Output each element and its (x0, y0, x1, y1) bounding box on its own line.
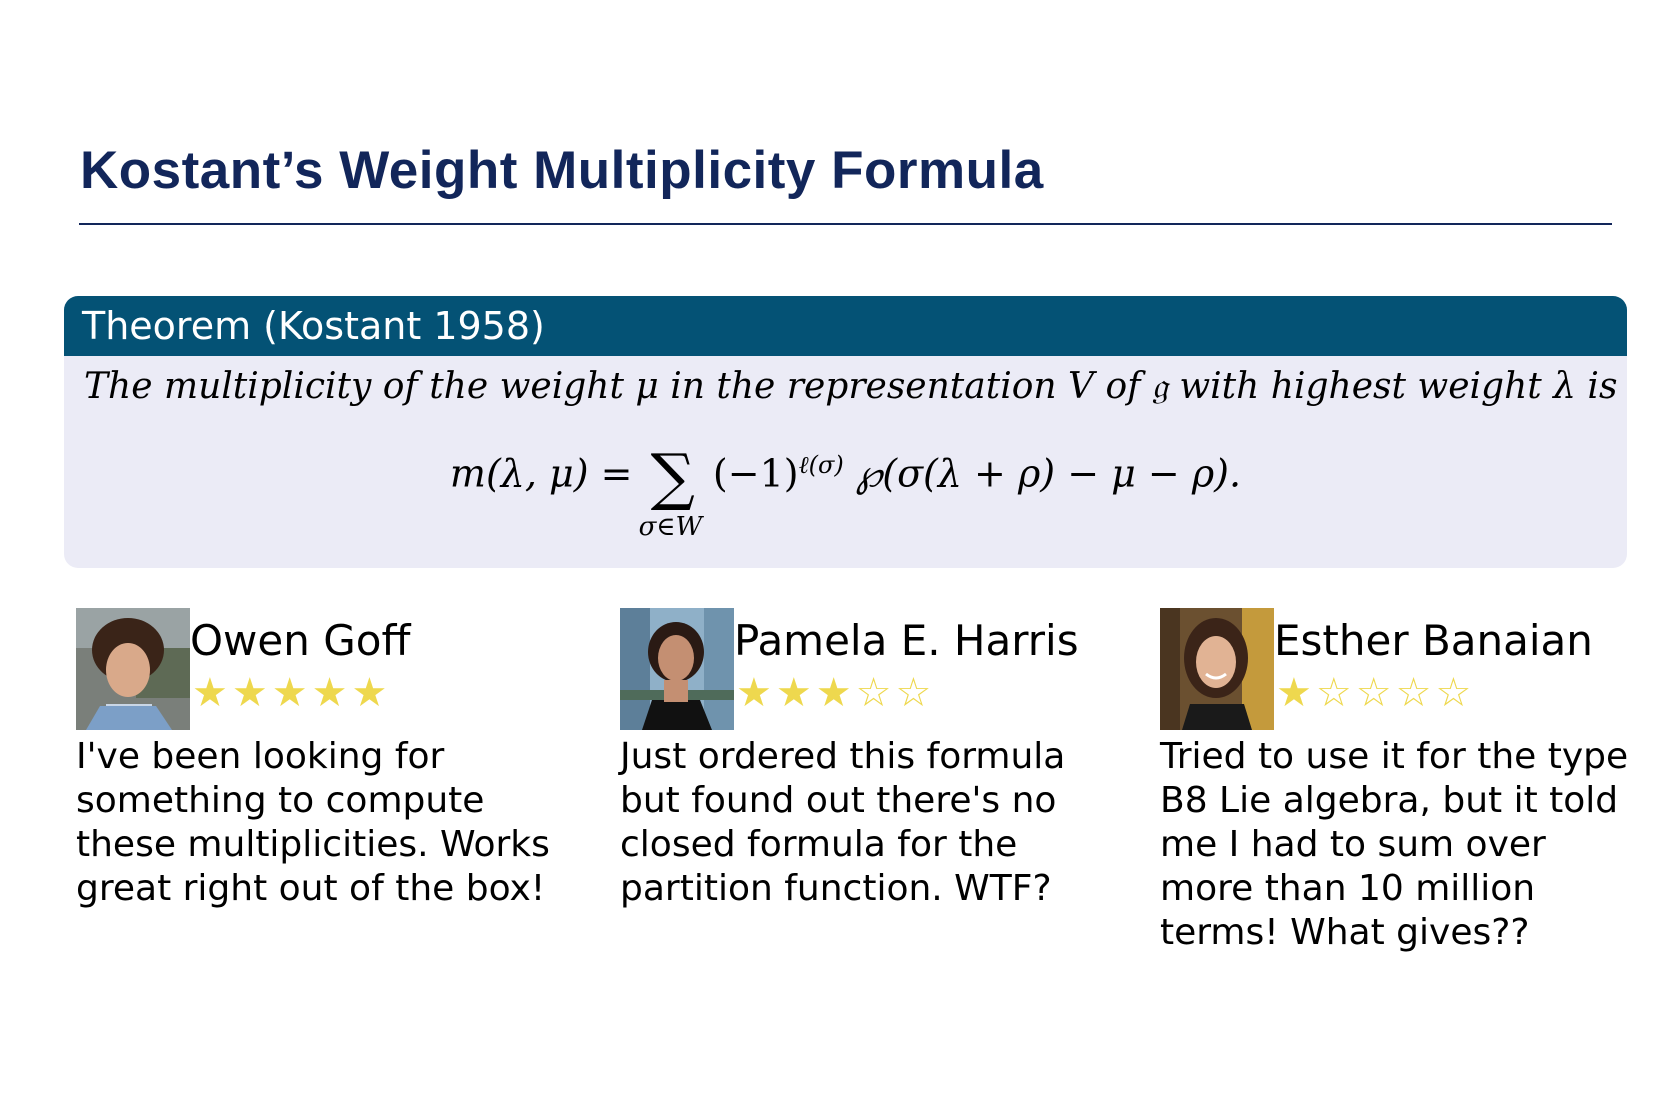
avatar (76, 608, 190, 730)
title-divider (79, 223, 1612, 225)
sum-symbol: ∑ (650, 440, 695, 513)
reviewer-name: Pamela E. Harris (734, 616, 1079, 665)
avatar (620, 608, 734, 730)
reviewer-name: Esther Banaian (1274, 616, 1593, 665)
formula-sum (638, 440, 703, 542)
reviewer-photo (76, 608, 190, 730)
reviewer-photo (1160, 608, 1274, 730)
review-text: Tried to use it for the type B8 Lie algebra, but it told me I had to sum over more than 10 million terms! What gives?? (1160, 736, 1629, 953)
formula-rhs: ℘(σ(λ + ρ) − μ − ρ). (855, 451, 1242, 496)
theorem-statement: The multiplicity of the weight μ in the representation V of 𝔤 with highest weight λ is (84, 366, 1618, 407)
formula-exponent: ℓ(σ) (798, 450, 844, 479)
slide-title: Kostant’s Weight Multiplicity Formula (80, 141, 1044, 200)
reviews-section (0, 608, 1679, 988)
star-rating: ★★★★★ (192, 670, 392, 716)
review-text: Just ordered this formula but found out there's no closed formula for the partition function. WTF? (620, 736, 1066, 909)
sum-subscript: σ∈W (638, 512, 703, 542)
multiplicity-formula (64, 440, 1627, 542)
reviewer-name: Owen Goff (190, 616, 411, 665)
avatar (1160, 608, 1274, 730)
star-rating: ★★★☆☆ (736, 670, 936, 716)
formula-sign-term: (−1) (712, 451, 799, 496)
reviewer-photo (620, 608, 734, 730)
theorem-header: Theorem (Kostant 1958) (64, 296, 1627, 356)
theorem-block (64, 296, 1627, 568)
review-text: I've been looking for something to compute these multiplicities. Works great right out of the box! (76, 736, 550, 909)
formula-lhs: m(λ, μ) = (449, 451, 633, 496)
star-rating: ★☆☆☆☆ (1276, 670, 1476, 716)
